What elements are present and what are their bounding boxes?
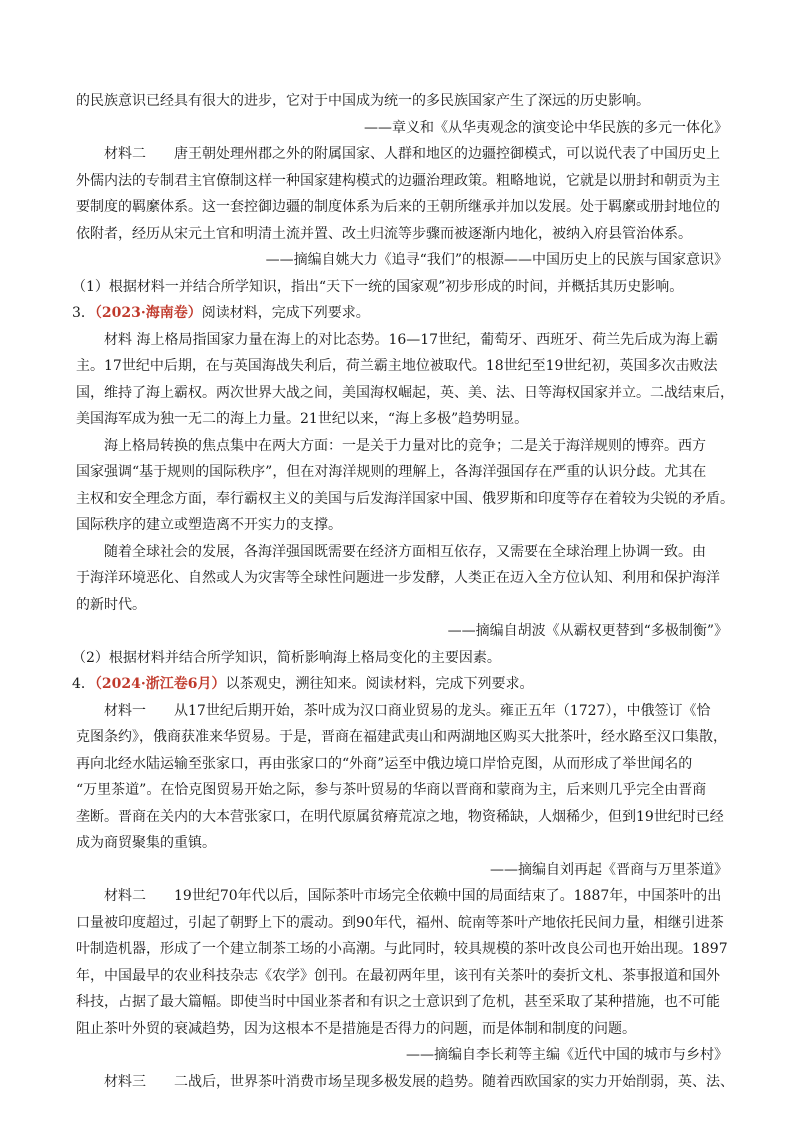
material-line: 于海洋环境恶化、自然或人为灾害等全球性问题进一步发酵，人类正在迈入全方位认知、利用和保护海洋 [76,570,720,586]
material-two-line: 外儒内法的专制君主官僚制这样一种国家建构模式的边疆治理政策。粗略地说，它就是以册封和朝贡为主 [76,172,720,189]
material-one-line: “万里茶道”。在恰克图贸易开始之际，参与茶叶贸易的华商以晋商和蒙商为主，后来则几乎完全由晋商 [76,782,707,798]
question-number: 3． [72,305,95,321]
material-line: 主权和安全理念方面，奉行霸权主义的美国与后发海洋国家中国、俄罗斯和印度等存在着较为尖锐的矛盾。 [76,490,734,507]
material-line: 美国海军成为独一无二的海上力量。21世纪以来，“海上多极”趋势明显。 [76,411,529,427]
question-3-header [72,300,738,327]
question-prompt: 以茶观史，溯往知来。阅读材料，完成下列要求。 [225,676,534,692]
question-1: （1）根据材料一并结合所学知识，指出“天下一统的国家观”初步形成的时间，并概括其历史影响。 [72,278,684,295]
material-two-line: 阻止茶叶外贸的衰减趋势，因为这根本不是措施是否得力的问题，而是体制和制度的问题。 [76,1020,636,1037]
text-line: 的民族意识已经具有很大的进步，它对于中国成为统一的多民族国家产生了深远的历史影响。 [76,93,650,109]
question-prompt: 阅读材料，完成下列要求。 [201,305,370,321]
question-number: 4． [72,676,95,692]
material-two-line: 年，中国最早的农业科技杂志《农学》创刊。在最初两年里，该刊有关茶叶的奏折文札、茶事报道和国外 [76,967,720,984]
material-one-line: 成为商贸聚集的重镇。 [76,835,216,851]
material-two-line: 材料二 唐王朝处理州郡之外的附属国家、人群和地区的边疆控御模式，可以说代表了中国历史上 [104,146,720,162]
material-two-line: 要制度的羁縻体系。这一套控御边疆的制度体系为后来的王朝所继承并加以发展。处于羁縻或册封地位的 [76,199,720,215]
material-line: 材料 海上格局指国家力量在海上的对比态势。16—17世纪，葡萄牙、西班牙、荷兰先后成为海上霸 [104,331,719,348]
material-one-line: 材料一 从17世纪后期开始，茶叶成为汉口商业贸易的龙头。雍正五年（1727），中俄签订《恰 [104,702,711,719]
material-two-line: 科技，占据了最大篇幅。即使当时中国业茶者和有识之士意识到了危机，甚至采取了某种措施，也不可能 [76,994,720,1010]
source-citation: ——摘编自李长莉等主编《近代中国的城市与乡村》 [406,1047,728,1063]
material-line: 随着全球社会的发展，各海洋强国既需要在经济方面相互依存，又需要在全球治理上协调一致。由 [104,543,706,560]
material-three-line: 材料三 二战后，世界茶叶消费市场呈现多极发展的趋势。随着西欧国家的实力开始削弱，英、法、 [104,1073,734,1090]
material-one-line: 再向北经水陆运输至张家口，再由张家口的“外商”运至中俄边境口岸恰克图，从而形成了举世闻名的 [76,755,693,772]
source-citation: ——章义和《从华夷观念的演变论中华民族的多元一体化》 [364,119,728,136]
material-two-line: 材料二 19世纪70年代以后，国际茶叶市场完全依赖中国的局面结束了。1887年，中国茶叶的出 [104,888,722,904]
material-line: 国，维持了海上霸权。两次世界大战之间，美国海权崛起，英、美、法、日等海权国家并立。二战结束后， [76,384,734,401]
exam-source-tag: （2023·海南卷） [94,305,202,321]
question-4-header [72,671,738,698]
material-line: 主。17世纪中后期，在与英国海战失利后，荷兰霸主地位被取代。18世纪至19世纪初，英国多次击败法 [76,358,718,374]
material-two-line: 叶制造机器，形成了一个建立制茶工场的小高潮。与此同时，较具规模的茶叶改良公司也开始出现。1897 [76,941,728,957]
material-line: 国家强调“基于规则的国际秩序”，但在对海洋规则的理解上，各海洋强国存在严重的认识分歧。尤其在 [76,464,707,480]
material-one-line: 垄断。晋商在关内的大本营张家口，在明代原属贫瘠荒凉之地，物资稀缺，人烟稀少，但到19世纪时已经 [76,808,724,825]
material-line: 海上格局转换的焦点集中在两大方面：一是关于力量对比的竞争；二是关于海洋规则的博弈。西方 [104,437,706,454]
exam-source-tag: （2024·浙江卷6月） [94,676,226,692]
material-two-line: 依附者，经历从宋元土官和明清土流并置、改土归流等步骤而被逐渐内地化，被纳入府县管治体系。 [76,225,692,242]
question-2: （2）根据材料并结合所学知识，简析影响海上格局变化的主要因素。 [72,649,501,666]
material-line: 国际秩序的建立或塑造离不开实力的支撑。 [76,517,342,533]
source-citation: ——摘编自胡波《从霸权更替到“多极制衡”》 [447,623,728,639]
material-line: 的新时代。 [76,596,146,613]
material-two-line: 口量被印度超过，引起了朝野上下的震动。到90年代，福州、皖南等茶叶产地依托民间力量，相继引进茶 [76,914,724,931]
source-citation: ——摘编自姚大力《追寻“我们”的根源——中国历史上的民族与国家意识》 [265,252,728,268]
source-citation: ——摘编自刘再起《晋商与万里茶道》 [490,861,728,878]
material-one-line: 克图条约》，俄商获准来华贸易。于是，晋商在福建武夷山和两湖地区购买大批茶叶，经水路至汉口集散， [76,729,727,745]
